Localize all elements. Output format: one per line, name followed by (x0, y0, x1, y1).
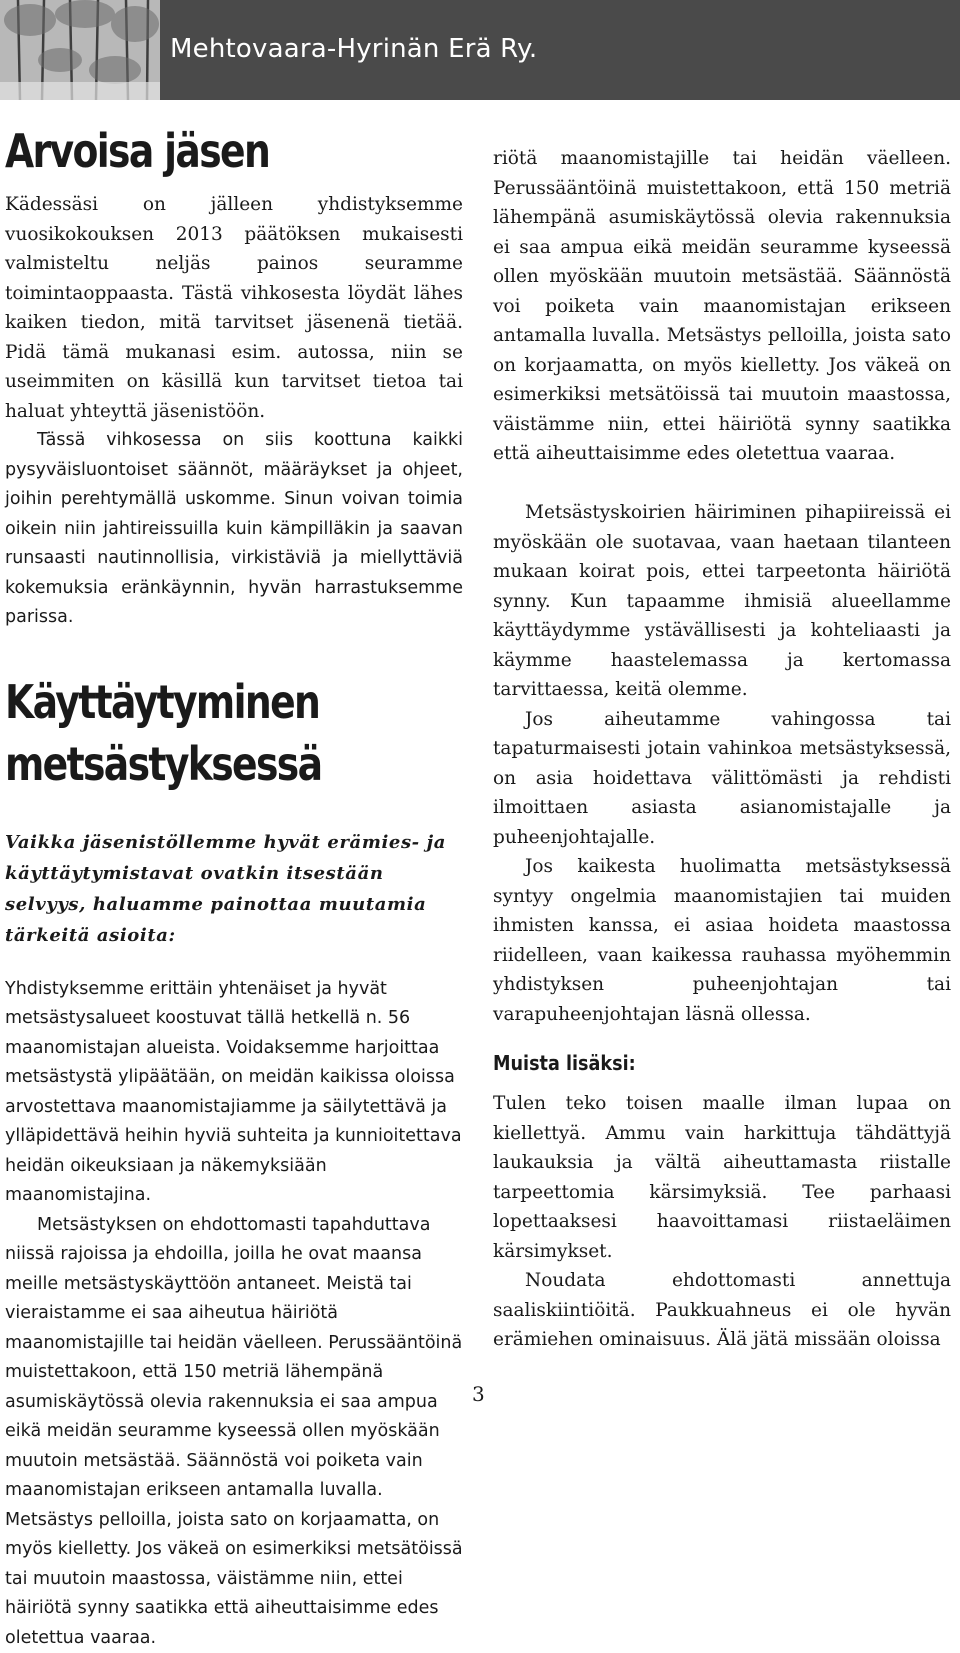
intro-paragraph-2: Tässä vihkosessa on siis koottuna kaikki pysyväisluontoiset säännöt, määräykset ja ohjeet, joihin perehtymällä uskomme. Sinun voivan toimia oikein niin jahtireissuilla kuin kämpilläkin ja saavan runsaasti nautinnollisia, virkistäviä ja miellyttäviä kokemuksia eränkäynnin, hyvän harrastuksemme parissa. (5, 430, 463, 627)
behaviour-paragraph-2-continued: riötä maanomistajille tai heidän väelleen. Perussääntöinä muistettakoon, että 150 metriä lähempänä asumiskäytössä olevia rakennuksia ei saa ampua eikä meidän seuramme kyseessä ollen myöskään muutoin metsästää. Säännöstä voi poiketa vain maanomistajan erikseen antamalla luvalla. Metsästys pelloilla, joista sato on korjaamatta, on myös kielletty. Jos väkeä on esimerkiksi metsätöissä tai muutoin maastossa, väistämme niin, ettei häiriötä synny saatikka että aiheuttaisimme edes oletettua vaaraa. (493, 148, 951, 464)
page-number: 3 (472, 1382, 485, 1406)
behaviour-paragraph-5: Jos kaikesta huolimatta metsästyksessä syntyy ongelmia maanomistajien tai muiden ihmisten kanssa, ei asiaa hoideta maastossa riidelleen, vaan kaikessa rauhassa myöhemmin yhdistyksen puheenjohtajan tai varapuheenjohtajan läsnä ollessa. (493, 856, 951, 1025)
heading-behaviour-line-1: Käyttäytyminen (5, 674, 320, 729)
left-column (5, 124, 463, 1648)
behaviour-paragraph-1: Yhdistyksemme erittäin yhtenäiset ja hyvät metsästysalueet koostuvat tällä hetkellä n. 56 maanomistajan alueista. Voidaksemme harjoittaa metsästystä ylipäätään, on meidän kaikissa oloissa arvostettava maanomistajiamme ja säilytettävä ja ylläpidettävä heihin hyviä suhteita ja kunnioitettava heidän oikeuksiaan ja näkemyksiään maanomistajina. (5, 978, 462, 1205)
behaviour-paragraph-2: Metsästyksen on ehdottomasti tapahduttava niissä rajoissa ja ehdoilla, joilla he ovat maansa meille metsästyskäyttöön antaneet. Meistä tai vieraistamme ei saa aiheutua häiriötä maanomistajille tai heidän väelleen. Perussääntöinä muistettakoon, että 150 metriä lähempänä asumiskäytössä olevia rakennuksia ei saa ampua eikä meidän seuramme kyseessä ollen myöskään muutoin metsästää. Säännöstä voi poiketa vain maanomistajan erikseen antamalla luvalla. Metsästys pelloilla, joista sato on korjaamatta, on myös kielletty. Jos väkeä on esimerkiksi metsätöissä tai muutoin maastossa, väistämme niin, ettei häiriötä synny saatikka että aiheuttaisimme edes oletettua vaaraa. (5, 1214, 463, 1648)
forest-photo-icon (0, 0, 160, 100)
organization-name: Mehtovaara-Hyrinän Erä Ry. (170, 34, 538, 64)
reminder-paragraph-1: Tulen teko toisen maalle ilman lupaa on kiellettyä. Ammu vain harkittuja tähdättyjä laukauksia ja vältä aiheuttamasta riistalle tarpeettomia kärsimyksiä. Tee parhaasi lopettaaksesi haavoittamasi riistaeläimen kärsimykset. (493, 1093, 951, 1262)
reminder-paragraph-2: Noudata ehdottomasti annettuja saaliskiintiöitä. Paukkuahneus ei ole hyvän erämiehen ominaisuus. Älä jätä missään oloissa (493, 1270, 951, 1350)
behaviour-paragraph-3: Metsästyskoirien häiriminen pihapiireissä ei myöskään ole suotavaa, vaan haetaan tilanteen mukaan koirat pois, ettei tarpeetonta häiriötä synny. Kun tapaamme ihmisiä alueellamme käyttäydymme ystävällisesti ja kohteliaasti ja käymme haastelemassa ja kertomassa tarvittaessa, keitä olemme. (493, 502, 951, 700)
right-column (493, 144, 951, 1355)
heading-arvoisa-jasen: Arvoisa jäsen (5, 124, 270, 178)
heading-behaviour-line-2: metsästyksessä (5, 736, 322, 791)
forest-photo-graphic (0, 0, 160, 100)
heading-muista-lisaksi: Muista lisäksi: (493, 1051, 636, 1075)
intro-paragraph-1: Kädessäsi on jälleen yhdistyksemme vuosikokouksen 2013 päätöksen mukaisesti valmisteltu neljäs painos seuramme toimintaoppaasta. Tästä vihkosesta löydät lähes kaiken tiedon, mitä tarvitset jäsenenä tietää. Pidä tämä mukanasi esim. autossa, niin se useimmiten on käsillä kun tarvitset tietoa tai haluat yhteyttä jäsenistöön. (5, 194, 463, 422)
behaviour-paragraph-4: Jos aiheutamme vahingossa tai tapaturmaisesti jotain vahinkoa metsästyksessä, on asia hoidettava välittömästi ja rehdisti ilmoittaen asiasta asianomistajalle ja puheenjohtajalle. (493, 708, 951, 848)
header-band (0, 0, 960, 100)
lead-paragraph: Vaikka jäsenistöllemme hyvät erämies- ja käyttäytymistavat ovatkin itsestään selvyys, haluamme painottaa muutamia tärkeitä asioita: (5, 831, 446, 946)
